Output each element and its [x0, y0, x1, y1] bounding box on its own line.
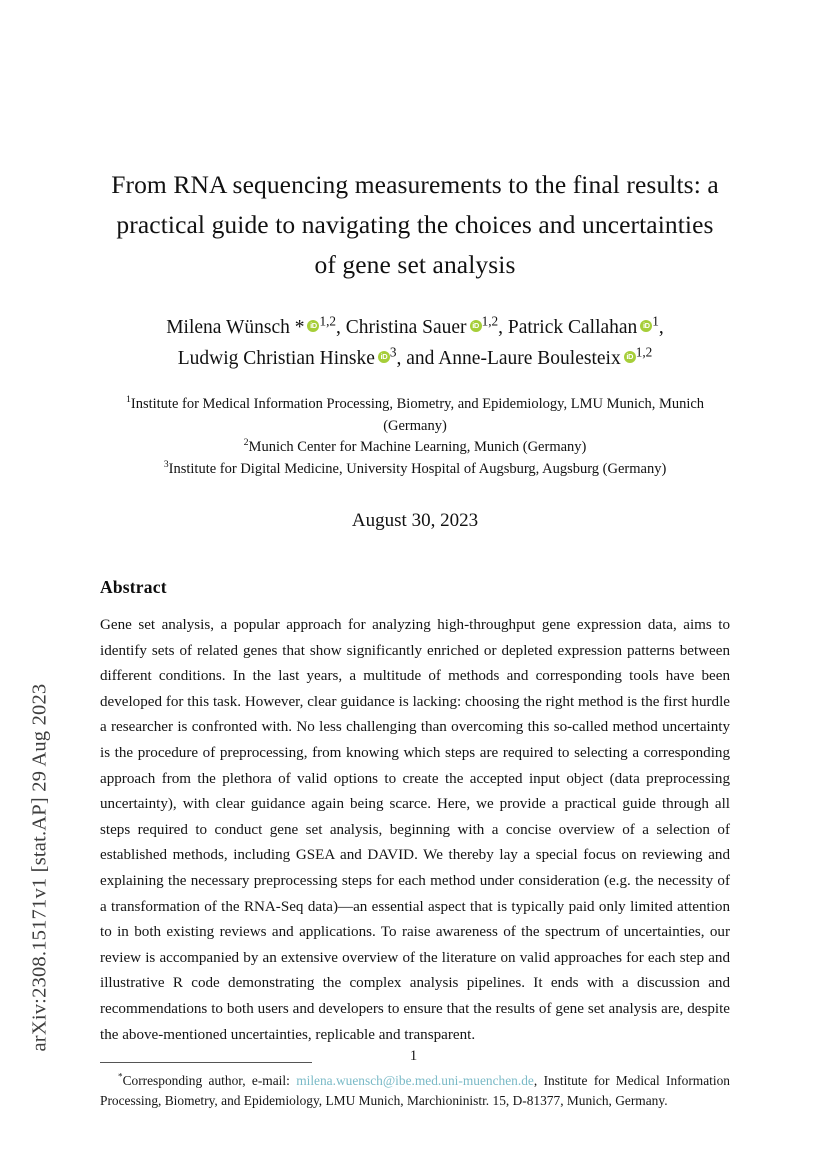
abstract-heading: Abstract: [100, 577, 167, 597]
author-5: [438, 344, 653, 369]
author-separator: , and: [396, 348, 439, 369]
footnote-prefix: Corresponding author, e-mail:: [122, 1073, 297, 1089]
abstract-body: Gene set analysis, a popular approach for analyzing high-throughput gene expression data, aims to identify sets of related genes that show significantly enriched or depleted expression patterns between different conditions. In the last years, a multitude of methods and corresponding tools have been developed for this task. However, clear guidance is lacking: choosing the right method is the first hurdle a researcher is confronted with. No less challenging than overcoming this so-called method uncertainty is the procedure of preprocessing, from knowing which steps are required to selecting a corresponding approach from the plethora of valid options to create the accepted input object (data preprocessing uncertainty), with clear guidance again being scarce. Here, we provide a practical guide through all steps required to conduct gene set analysis, beginning with a concise overview of a selection of established methods, including GSEA and DAVID. We thereby lay a special focus on reviewing and explaining the necessary preprocessing steps for each method under consideration (e.g. the necessity of a transformation of the RNA-Seq data)—an essential aspect that is typically paid only limited attention to in both existing reviews and applications. To raise awareness of the spectrum of uncertainties, our review is accompanied by an extensive overview of the literature on valid approaches for each step and illustrative R code demonstrating the complex analysis pipelines. It ends with a discussion and recommendations to both users and developers to ensure that the results of gene set analysis are, despite the above-mentioned uncertainties, replicable and transparent.: [100, 617, 730, 1043]
affiliation-marker: 1: [125, 394, 131, 406]
corresponding-author-marker: *: [289, 317, 305, 338]
footnote-marker: *: [118, 1071, 123, 1082]
author-2: [345, 313, 499, 338]
affiliation-text: Institute for Medical Information Processing, Biometry, and Epidemiology, LMU Munich, Munich (Germany): [130, 396, 705, 434]
orcid-id-icon[interactable]: [307, 320, 319, 332]
author-name: Patrick Callahan: [507, 317, 638, 338]
author-separator: ,: [336, 317, 346, 338]
affiliation-marker: 1,2: [319, 313, 337, 329]
author-name: Anne-Laure Boulesteix: [438, 348, 621, 369]
affiliation-marker: 3: [389, 344, 397, 360]
affiliation-marker: 3: [163, 458, 169, 470]
author-4: [177, 344, 397, 369]
page-title: From RNA sequencing measurements to the final results: a practical guide to navigating the choices and uncertainties of gene set analysis: [111, 170, 719, 279]
affiliation-2: [100, 437, 730, 459]
paper-date: August 30, 2023: [351, 510, 479, 531]
author-1: [166, 313, 337, 338]
affiliation-text: Munich Center for Machine Learning, Munich (Germany): [248, 439, 587, 455]
paper-content: [100, 0, 730, 1111]
affiliation-1: [100, 394, 730, 437]
affiliation-marker: 1,2: [481, 313, 499, 329]
arxiv-stamp: [0, 0, 72, 1169]
affiliation-text: Institute for Digital Medicine, University Hospital of Augsburg, Augsburg (Germany): [168, 460, 667, 477]
affiliation-3: [100, 459, 730, 481]
footnote: [100, 1062, 730, 1111]
orcid-id-icon[interactable]: [378, 351, 390, 363]
author-separator: ,: [498, 317, 508, 338]
author-name: Milena Wünsch: [166, 317, 290, 338]
author-name: Christina Sauer: [345, 317, 467, 338]
orcid-id-icon[interactable]: [640, 320, 652, 332]
author-list: [100, 312, 730, 374]
footnote-suffix: , Institute for Medical Information Processing, Biometry, and Epidemiology, LMU Munich, Marchioninistr. 15, D-81377, Munich, Germany.: [100, 1073, 730, 1109]
affiliation-marker: 1: [652, 313, 659, 329]
footnote-text: [100, 1071, 730, 1111]
arxiv-stamp-text: arXiv:2308.15171v1 [stat.AP] 29 Aug 2023: [28, 683, 51, 1052]
author-3: [507, 313, 659, 338]
page-number: 1: [409, 1048, 418, 1064]
orcid-id-icon[interactable]: [470, 320, 482, 332]
affiliation-list: [100, 394, 730, 480]
author-name: Ludwig Christian Hinske: [177, 348, 375, 369]
affiliation-marker: 1,2: [635, 344, 653, 360]
affiliation-marker: 2: [243, 437, 249, 449]
author-separator: ,: [658, 317, 664, 338]
orcid-id-icon[interactable]: [624, 351, 636, 363]
corresponding-email-link[interactable]: milena.wuensch@ibe.med.uni-muenchen.de: [296, 1073, 534, 1089]
